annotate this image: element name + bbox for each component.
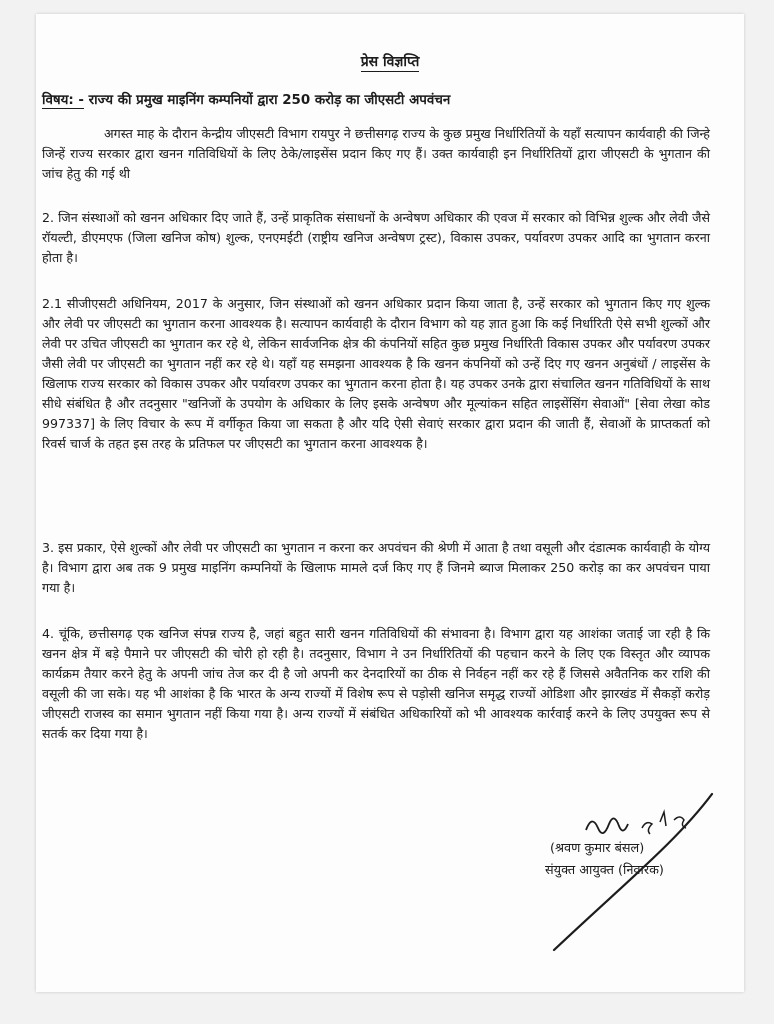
paragraph-2: 2. जिन संस्थाओं को खनन अधिकार दिए जाते हैं, उन्हें प्राकृतिक संसाधनों के अन्वेषण अधिकार की एवज में सरकार को विभिन्न शुल्क और लेवी जैसे रॉयल्टी, डीएमएफ (जिला खनिज कोष) शुल्क, एनएमईटी (राष्ट्रीय खनिज अन्वेषण ट्रस्ट), विकास उपकर, पर्यावरण उपकर आदि का भुगतान करना होता है। [42,210,710,265]
document-title-text: प्रेस विज्ञप्ति [360,54,420,70]
paragraph-2-1: 2.1 सीजीएसटी अधिनियम, 2017 के अनुसार, जिन संस्थाओं को खनन अधिकार प्रदान किया जाता है, उन्हें सरकार को भुगतान किए गए शुल्क और लेवी पर जीएसटी का भुगतान करना आवश्यक है। सत्यापन कार्यवाही के दौरान विभाग को यह ज्ञात हुआ कि कई निर्धारिती ऐसे सभी शुल्कों और लेवी पर उचित जीएसटी का भुगतान कर रहे थे, लेकिन सार्वजनिक क्षेत्र की कंपनियों सहित कुछ प्रमुख निर्धारिती विकास उपकर और पर्यावरण उपकर जैसी लेवी पर जीएसटी का भुगतान नहीं कर रहे थे। यहाँ यह समझना आवश्यक है कि खनन कंपनियों को उन्हें दिए गए खनन अनुबंधों / लाइसेंस के खिलाफ राज्य सरकार को विकास उपकर और पर्यावरण उपकर का भुगतान करना होता है। यह उपकर उनके द्वारा संचालित खनन गतिविधियों के साथ सीधे संबंधित है और तदनुसार "खनिजों के उपयोग के अधिकार के लिए इसके अन्वेषण और मूल्यांकन सहित लाइसेंसिंग सेवाओं" [सेवा लेखा कोड 997337] के लिए विचार के रूप में वर्गीकृत किया जा सकता है और यदि ऐसी सेवाएं सरकार द्वारा प्रदान की जाती हैं, सेवाओं के प्राप्तकर्ता को रिवर्स चार्ज के तहत इस तरह के प्रतिफल पर जीएसटी का भुगतान करना आवश्यक है। [42,296,710,451]
signer-designation: संयुक्त आयुक्त (निवारक) [545,863,664,878]
press-release-page [36,14,744,992]
subject-text: राज्य की प्रमुख माइनिंग कम्पनियों द्वारा 250 करोड़ का जीएसटी अपवंचन [88,93,451,108]
paragraph-3: 3. इस प्रकार, ऐसे शुल्कों और लेवी पर जीएसटी का भुगतान न करना कर अपवंचन की श्रेणी में आता है तथा वसूली और दंडात्मक कार्यवाही के योग्य है। विभाग द्वारा अब तक 9 प्रमुख माइनिंग कम्पनियों के खिलाफ मामले दर्ज किए गए हैं जिनमे ब्याज मिलाकर 250 करोड़ का कर अपवंचन पाया गया है। [42,540,710,595]
subject-label: विषय: - [42,93,84,108]
document-title [36,52,744,71]
paragraph-4: 4. चूंकि, छत्तीसगढ़ एक खनिज संपन्न राज्य है, जहां बहुत सारी खनन गतिविधियों की संभावना है। विभाग द्वारा यह आशंका जताई जा रही है कि खनन क्षेत्र में बड़े पैमाने पर जीएसटी की चोरी हो रही है। तदनुसार, विभाग ने उन निर्धारितियों की पहचान करने के लिए एक विस्तृत और व्यापक कार्यक्रम तैयार करने हेतु के अपनी जांच तेज कर दी है जो अपनी कर देनदारियों का ठीक से निर्वहन नहीं कर रहे हैं जिससे अवैतनिक कर राशि की वसूली की जा सके। यह भी आशंका है कि भारत के अन्य राज्यों में विशेष रूप से पड़ोसी खनिज समृद्ध राज्यों ओडिशा और झारखंड में सैकड़ों करोड़ जीएसटी राजस्व का समान भुगतान नहीं किया गया है। अन्य राज्यों में संबंधित अधिकारियों को भी आवश्यक कार्रवाई करने के लिए उपयुक्त रूप से सतर्क कर दिया गया है। [42,626,710,741]
paragraph-intro: अगस्त माह के दौरान केन्द्रीय जीएसटी विभाग रायपुर ने छत्तीसगढ़ राज्य के कुछ प्रमुख निर्धारितियों के यहाँ सत्यापन कार्यवाही की जिन्हे जिन्हें राज्य सरकार द्वारा खनन गतिविधियों के लिए ठेके/लाइसेंस प्रदान किए गए हैं। उक्त कार्यवाही इन निर्धारितियों द्वारा जीएसटी के भुगतान की जांच हेतु की गई थी [42,126,710,181]
signer-name: (श्रवण कुमार बंसल) [550,841,645,856]
subject-line [42,90,450,108]
